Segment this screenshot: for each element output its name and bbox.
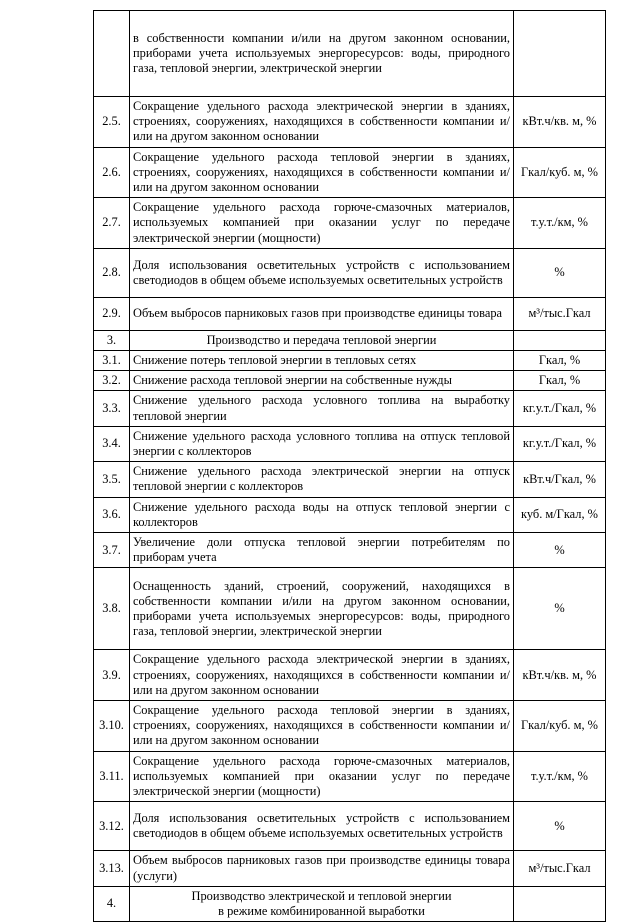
unit-of-measure: Гкал/куб. м, % [514,147,606,198]
indicator-name: Оснащенность зданий, строений, сооружений, находящихся в собственности компании и/или на другом законном основании, приборами учета используемых энергоресурсов: воды, природного газа, тепловой энергии, электрической энергии [130,568,514,650]
row-number [94,11,130,97]
unit-of-measure: % [514,568,606,650]
indicator-name: Доля использования осветительных устройств с использованием светодиодов в общем объеме используемых осветительных устройств [130,802,514,851]
indicator-name: Снижение удельного расхода условного топлива на отпуск тепловой энергии с коллекторов [130,426,514,461]
unit-of-measure: т.у.т./км, % [514,198,606,249]
row-number: 3.5. [94,462,130,497]
table-row [94,97,606,148]
table-row [94,650,606,701]
table-row [94,533,606,568]
row-number: 3.7. [94,533,130,568]
table-row [94,426,606,461]
table-row [94,11,606,97]
table-row [94,497,606,532]
indicator-name: Снижение расхода тепловой энергии на собственные нужды [130,371,514,391]
indicator-name: Сокращение удельного расхода электрической энергии в зданиях, строениях, сооружениях, находящихся в собственности компании и/или на другом законном основании [130,97,514,148]
unit-of-measure: т.у.т./км, % [514,751,606,802]
table-row [94,751,606,802]
indicator-name: Сокращение удельного расхода тепловой энергии в зданиях, строениях, сооружениях, находящихся в собственности компании и/или на другом законном основании [130,147,514,198]
table-row [94,802,606,851]
row-number: 3.8. [94,568,130,650]
unit-of-measure: м³/тыс.Гкал [514,851,606,886]
table-row [94,391,606,426]
unit-of-measure: Гкал/куб. м, % [514,701,606,752]
unit-of-measure: кг.у.т./Гкал, % [514,391,606,426]
table-row [94,371,606,391]
section-row [94,330,606,350]
indicator-name: Объем выбросов парниковых газов при производстве единицы товара [130,297,514,330]
row-number: 3.1. [94,351,130,371]
table-row [94,248,606,297]
row-number: 3.11. [94,751,130,802]
indicator-name: Доля использования осветительных устройств с использованием светодиодов в общем объеме используемых осветительных устройств [130,248,514,297]
unit-of-measure: % [514,248,606,297]
row-number: 3.9. [94,650,130,701]
row-number: 3.10. [94,701,130,752]
unit-of-measure: кВт.ч/Гкал, % [514,462,606,497]
indicator-name: Снижение удельного расхода электрической энергии на отпуск тепловой энергии с коллекторов [130,462,514,497]
row-number: 2.7. [94,198,130,249]
indicator-name: Сокращение удельного расхода электрической энергии в зданиях, строениях, сооружениях, находящихся в собственности компании и/или на другом законном основании [130,650,514,701]
indicator-name: Сокращение удельного расхода горюче-смазочных материалов, используемых компанией при оказании услуг по передаче электрической энергии (мощности) [130,198,514,249]
section-title: Производство и передача тепловой энергии [130,330,514,350]
unit-of-measure: Гкал, % [514,351,606,371]
indicator-name: Сокращение удельного расхода тепловой энергии в зданиях, строениях, сооружениях, находящихся в собственности компании и/или на другом законном основании [130,701,514,752]
row-number: 3.6. [94,497,130,532]
table-row [94,701,606,752]
row-number: 3.12. [94,802,130,851]
indicator-name: Снижение удельного расхода воды на отпуск тепловой энергии с коллекторов [130,497,514,532]
row-number: 3.13. [94,851,130,886]
indicator-name: Сокращение удельного расхода горюче-смазочных материалов, используемых компанией при оказании услуг по передаче электрической энергии (мощности) [130,751,514,802]
unit-of-measure: Гкал, % [514,371,606,391]
unit-of-measure [514,11,606,97]
indicator-name: Снижение удельного расхода условного топлива на выработку тепловой энергии [130,391,514,426]
row-number: 2.6. [94,147,130,198]
row-number: 2.8. [94,248,130,297]
unit-of-measure: кг.у.т./Гкал, % [514,426,606,461]
indicator-name: в собственности компании и/или на другом законном основании, приборами учета используемых энергоресурсов: воды, природного газа, тепловой энергии, электрической энергии [130,11,514,97]
indicators-table [93,10,606,922]
section-title: Производство электрической и тепловой энергии в режиме комбинированной выработки [130,886,514,921]
indicator-name: Увеличение доли отпуска тепловой энергии потребителям по приборам учета [130,533,514,568]
row-number: 3.4. [94,426,130,461]
unit-of-measure: % [514,802,606,851]
indicator-name: Снижение потерь тепловой энергии в тепловых сетях [130,351,514,371]
row-number: 3. [94,330,130,350]
row-number: 3.2. [94,371,130,391]
table-row [94,351,606,371]
unit-of-measure: % [514,533,606,568]
indicator-name: Объем выбросов парниковых газов при производстве единицы товара (услуги) [130,851,514,886]
table-row [94,568,606,650]
row-number: 4. [94,886,130,921]
unit-of-measure: м³/тыс.Гкал [514,297,606,330]
table-row [94,462,606,497]
table-row [94,198,606,249]
unit-of-measure: кВт.ч/кв. м, % [514,97,606,148]
unit-of-measure [514,330,606,350]
table-row [94,297,606,330]
row-number: 3.3. [94,391,130,426]
unit-of-measure: кВт.ч/кв. м, % [514,650,606,701]
row-number: 2.9. [94,297,130,330]
table-row [94,851,606,886]
table-body [94,11,606,922]
table-row [94,147,606,198]
unit-of-measure: куб. м/Гкал, % [514,497,606,532]
row-number: 2.5. [94,97,130,148]
